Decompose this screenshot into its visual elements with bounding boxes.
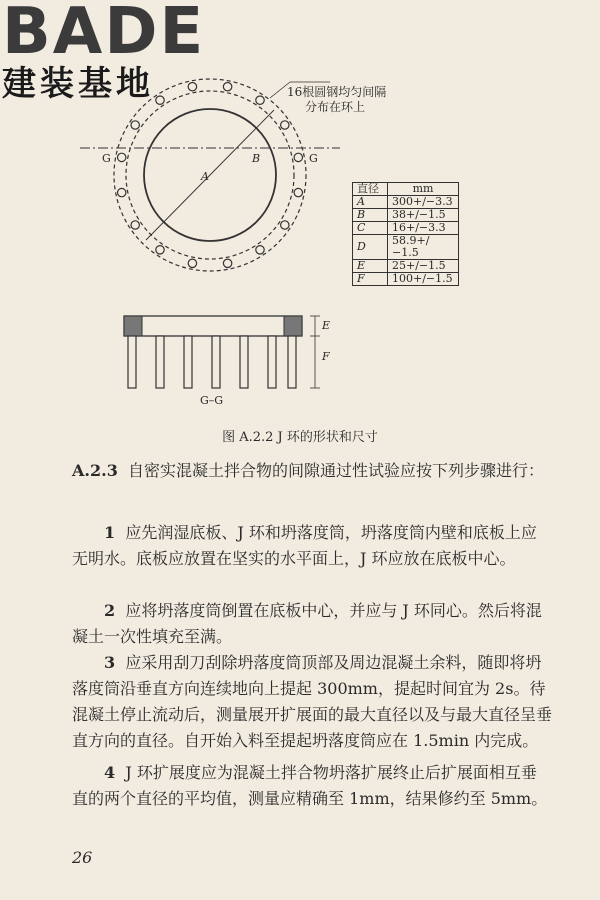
- table-row: [353, 209, 459, 222]
- table-header-row: [353, 183, 459, 196]
- step-text: J 环扩展度应为混凝土拌合物坍落扩展终止后扩展面相互垂直的两个直径的平均值，测量应精确至 1mm，结果修约至 5mm。: [72, 763, 548, 808]
- rod-hole: [256, 246, 264, 254]
- j-ring-section-figure: [110, 308, 350, 408]
- table-row: [353, 235, 459, 260]
- rod-hole: [223, 259, 231, 267]
- label-f: F: [322, 350, 330, 363]
- rod-hole: [118, 188, 126, 196]
- table-value: 38+/−1.5: [388, 209, 459, 222]
- step-3: [72, 650, 552, 754]
- table-key: F: [353, 273, 388, 286]
- section-rod: [156, 336, 164, 388]
- table-value: 25+/−1.5: [388, 260, 459, 273]
- table-row: [353, 222, 459, 235]
- label-g-left: G: [102, 152, 111, 165]
- step-text: 应先润湿底板、J 环和坍落度筒，坍落度筒内壁和底板上应无明水。底板应放置在坚实的水平面上，J 环应放在底板中心。: [72, 523, 537, 568]
- table-key: E: [353, 260, 388, 273]
- rod-hole: [131, 221, 139, 229]
- rod-hole: [188, 83, 196, 91]
- table-row: [353, 273, 459, 286]
- table-key: C: [353, 222, 388, 235]
- rod-hole: [294, 188, 302, 196]
- logo-wordmark: BADE: [2, 0, 206, 69]
- page-number: 26: [72, 848, 93, 867]
- table-header-cell: mm: [388, 183, 459, 196]
- section-rod: [268, 336, 276, 388]
- dimension-table: [352, 182, 459, 286]
- table-key: A: [353, 196, 388, 209]
- label-section: G–G: [200, 394, 224, 407]
- step-text: 应将坍落度筒倒置在底板中心，并应与 J 环同心。然后将混凝土一次性填充至满。: [72, 601, 542, 646]
- table-key: D: [353, 235, 388, 260]
- section-text: 自密实混凝土拌合物的间隙通过性试验应按下列步骤进行：: [128, 461, 545, 480]
- rod-hole: [118, 153, 126, 161]
- rod-hole: [256, 96, 264, 104]
- rod-hole: [156, 246, 164, 254]
- section-rod: [288, 336, 296, 388]
- logo-subtitle: 建装基地: [2, 64, 154, 104]
- rod-hole: [223, 83, 231, 91]
- section-rod: [240, 336, 248, 388]
- table-value: 16+/−3.3: [388, 222, 459, 235]
- figure-caption: 图 A.2.2 J 环的形状和尺寸: [222, 430, 378, 445]
- table-row: [353, 196, 459, 209]
- figure-note-line1: 16根圆钢均匀间隔: [287, 85, 387, 99]
- label-e: E: [322, 319, 331, 332]
- label-g-right: G: [309, 152, 318, 165]
- table-value: 300+/−3.3: [388, 196, 459, 209]
- section-number: A.2.3: [72, 461, 118, 480]
- section-heading: [72, 458, 552, 484]
- step-4: [72, 760, 552, 812]
- rod-hole: [281, 221, 289, 229]
- label-b: B: [252, 152, 261, 165]
- rod-hole: [294, 153, 302, 161]
- rod-hole: [188, 259, 196, 267]
- rod-hole: [281, 121, 289, 129]
- step-number: 2: [104, 601, 116, 620]
- table-header-cell: 直径: [353, 183, 388, 196]
- step-text: 应采用刮刀刮除坍落度筒顶部及周边混凝土余料，随即将坍落度筒沿垂直方向连续地向上提起 300mm，提起时间宜为 2s。待混凝土停止流动后，测量展开扩展面的最大直径以及与最大直径呈垂直方向的直径。自开始入料至提起坍落度筒应在 1.5min 内完成。: [72, 653, 553, 750]
- section-rod: [212, 336, 220, 388]
- section-rod: [184, 336, 192, 388]
- table-value: 58.9+/−1.5: [388, 235, 459, 260]
- section-rod: [128, 336, 136, 388]
- step-1: [72, 520, 552, 572]
- figure-note-line2: 分布在环上: [305, 100, 366, 114]
- table-row: [353, 260, 459, 273]
- rod-hole: [156, 96, 164, 104]
- table-key: B: [353, 209, 388, 222]
- step-number: 4: [104, 763, 116, 782]
- table-value: 100+/−1.5: [388, 273, 459, 286]
- rod-hole: [131, 121, 139, 129]
- step-2: [72, 598, 552, 650]
- step-number: 3: [104, 653, 116, 672]
- step-number: 1: [104, 523, 116, 542]
- label-a: A: [201, 170, 209, 183]
